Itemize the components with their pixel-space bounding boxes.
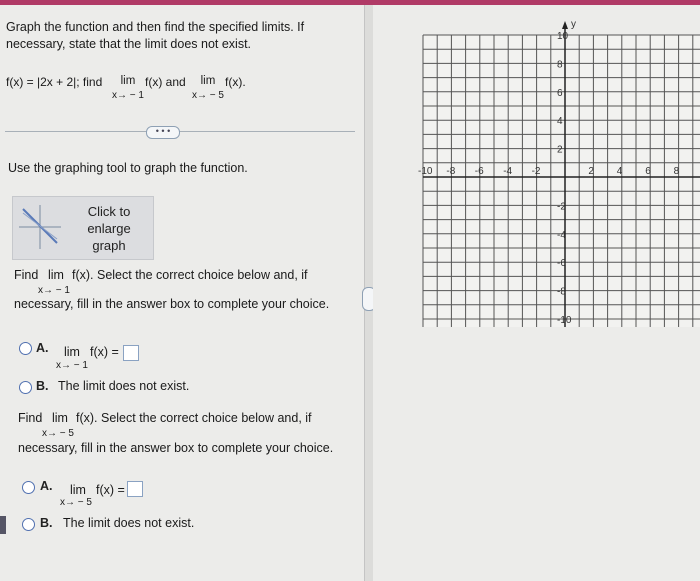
x-tick-label: 4 <box>616 166 623 177</box>
y-tick-label: 4 <box>557 116 563 128</box>
y-tick-label: -6 <box>557 258 566 270</box>
y-tick-label: -8 <box>557 286 566 298</box>
part2-find-subscript: x→ − 5 <box>42 428 74 439</box>
x-tick-label: -2 <box>531 166 541 177</box>
enlarge-graph-label <box>69 203 149 254</box>
part2-choice-a-radio[interactable] <box>22 481 35 494</box>
y-axis-label: y <box>571 19 576 30</box>
enlarge-line-2: enlarge <box>87 221 131 236</box>
graph-thumbnail-icon <box>19 203 61 251</box>
part2-find-word: Find <box>18 411 43 425</box>
part1-find-lim: lim <box>48 268 64 282</box>
part1-choice-a-subscript: x→ − 1 <box>56 360 88 371</box>
x-tick-label: -10 <box>418 166 433 177</box>
limit-1-subscript: x→ − 1 <box>112 90 144 101</box>
section-divider <box>5 131 355 132</box>
y-tick-label: 6 <box>557 87 563 99</box>
part2-choice-b-text: The limit does not exist. <box>63 516 195 530</box>
part2-choice-a-letter: A. <box>40 479 53 493</box>
x-tick-label: 8 <box>673 166 680 177</box>
limit-1-word: lim <box>120 75 136 87</box>
part1-choice-a-expr: f(x) = <box>90 345 119 359</box>
y-tick-label: -4 <box>557 229 566 241</box>
y-tick-label: -10 <box>557 315 572 326</box>
limit-2-subscript: x→ − 5 <box>192 90 224 101</box>
part2-choice-b-radio[interactable] <box>22 518 35 531</box>
question-prompt <box>6 19 336 53</box>
graph-pane <box>373 5 700 581</box>
part2-answer-input[interactable] <box>127 481 143 497</box>
grid-background <box>423 35 700 327</box>
x-tick-label: -4 <box>503 166 513 177</box>
part1-find-text: f(x). Select the correct choice below and, if <box>72 268 308 282</box>
part1-find-instruction: necessary, fill in the answer box to complete your choice. <box>14 297 330 311</box>
side-edge-marker <box>0 516 6 534</box>
part1-find-subscript: x→ − 1 <box>38 285 70 296</box>
y-axis-arrow-icon <box>562 21 568 29</box>
x-tick-label: -8 <box>446 166 456 177</box>
question-pane <box>0 5 364 581</box>
y-tick-label: 10 <box>557 31 569 42</box>
part2-choice-a-expr: f(x) = <box>96 483 125 497</box>
function-text: f(x) = |2x + 2|; find <box>6 75 103 89</box>
part2-find-instruction: necessary, fill in the answer box to complete your choice. <box>18 441 334 455</box>
part2-find-lim: lim <box>52 411 68 425</box>
limit-2-expression: f(x). <box>225 75 246 89</box>
pane-resize-handle[interactable] <box>364 5 373 581</box>
coordinate-grid[interactable] <box>373 5 700 335</box>
part2-choice-b-letter: B. <box>40 516 53 530</box>
part1-choice-a-radio[interactable] <box>19 342 32 355</box>
limit-2-notation <box>192 75 224 101</box>
part1-choice-b-text: The limit does not exist. <box>58 379 190 393</box>
x-tick-label: 6 <box>645 166 651 177</box>
y-tick-label: 2 <box>557 144 563 156</box>
question-line-1: Graph the function and then find the specified limits. If <box>6 20 305 34</box>
enlarge-line-1: Click to <box>87 204 131 219</box>
part1-find-word: Find <box>14 268 39 282</box>
enlarge-graph-button[interactable] <box>12 196 154 260</box>
part1-choice-a-lim: lim <box>64 345 80 359</box>
y-tick-label: 8 <box>557 59 563 71</box>
part1-choice-b-letter: B. <box>36 379 49 393</box>
limit-2-word: lim <box>200 75 216 87</box>
expand-more-button[interactable]: • • • <box>146 126 180 139</box>
part2-choice-a-subscript: x→ − 5 <box>60 497 92 508</box>
x-tick-label: -6 <box>474 166 484 177</box>
limit-1-expression: f(x) and <box>145 75 186 89</box>
x-tick-label: 2 <box>588 166 594 177</box>
enlarge-line-3: graph <box>92 238 126 253</box>
function-definition <box>6 75 102 89</box>
part1-choice-a-letter: A. <box>36 341 49 355</box>
y-tick-label: -2 <box>557 201 566 213</box>
part2-choice-a-lim: lim <box>70 483 86 497</box>
graph-instruction: Use the graphing tool to graph the function. <box>8 161 248 175</box>
part2-find-text: f(x). Select the correct choice below and, if <box>76 411 312 425</box>
limit-1-notation <box>112 75 144 101</box>
question-line-2: necessary, state that the limit does not exist. <box>6 37 252 51</box>
part1-choice-b-radio[interactable] <box>19 381 32 394</box>
part1-answer-input[interactable] <box>123 345 139 361</box>
